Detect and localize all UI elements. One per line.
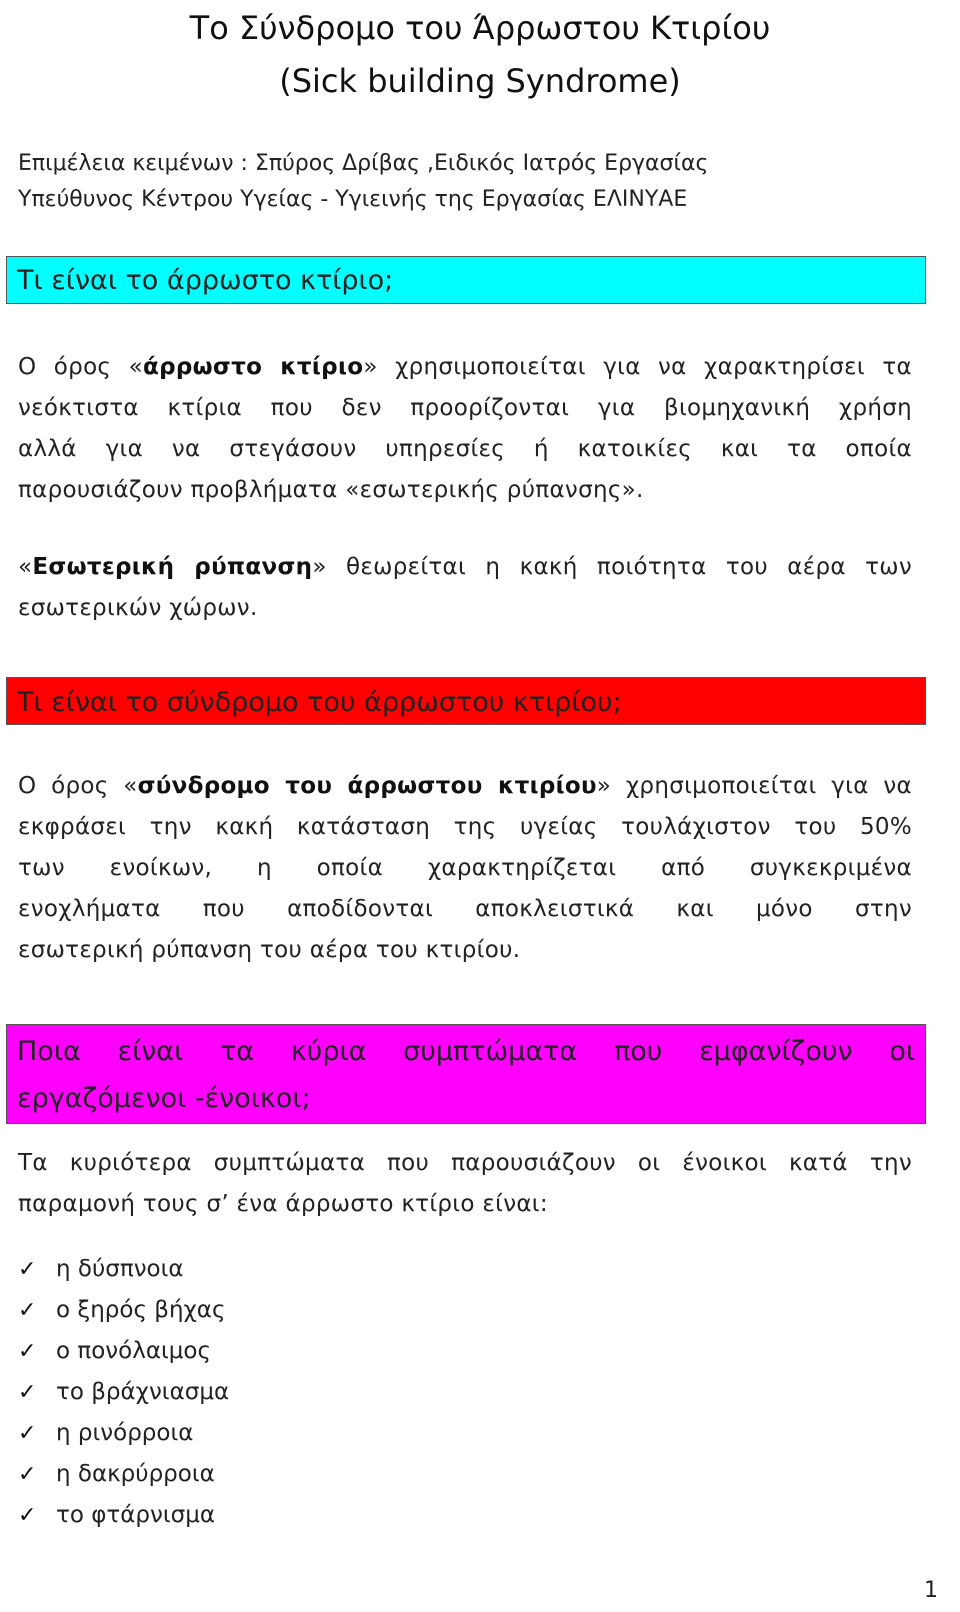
- text-run: Ο όρος «: [18, 354, 143, 380]
- section-heading-sick-building: [6, 256, 926, 304]
- checkmark-icon: ✓: [18, 1380, 37, 1405]
- section-heading-syndrome: [6, 677, 926, 725]
- checkmark-icon: ✓: [18, 1503, 37, 1528]
- list-item: [18, 1372, 229, 1413]
- byline: [18, 146, 708, 218]
- title-line-2: (Sick building Syndrome): [279, 62, 681, 100]
- text-line: ενοχλήματα που αποδίδονται αποκλειστικά και μόνο στην: [18, 896, 912, 922]
- section-heading-text: εργαζόμενοι -ένοικοι;: [17, 1083, 311, 1114]
- list-item: [18, 1495, 229, 1536]
- section-heading-text: Ποια είναι τα κύρια συμπτώματα που εμφανίζουν οι: [17, 1036, 915, 1067]
- paragraph-sick-building-definition: [18, 347, 912, 511]
- symptom-label: η δακρύρροια: [56, 1461, 215, 1487]
- checkmark-icon: ✓: [18, 1257, 37, 1282]
- paragraph-symptoms-intro: [18, 1143, 912, 1225]
- symptom-label: ο ξηρός βήχας: [56, 1297, 226, 1323]
- text-line: παρουσιάζουν προβλήματα «εσωτερικής ρύπανσης».: [18, 477, 644, 503]
- byline-editor: Επιμέλεια κειμένων : Σπύρος Δρίβας ,Ειδικός Ιατρός Εργασίας: [18, 151, 709, 176]
- text-line: εσωτερική ρύπανση του αέρα του κτιρίου.: [18, 937, 521, 963]
- section-heading-symptoms: [6, 1024, 926, 1124]
- text-line: νεόκτιστα κτίρια που δεν προορίζονται για βιομηχανική χρήση: [18, 395, 912, 421]
- text-run: Ο όρος «: [18, 773, 138, 799]
- list-item: [18, 1331, 229, 1372]
- list-item: [18, 1454, 229, 1495]
- symptoms-checklist: [18, 1249, 229, 1536]
- section-heading-text: Τι είναι το σύνδρομο του άρρωστου κτιρίου;: [17, 687, 622, 718]
- section-heading-text: Τι είναι το άρρωστο κτίριο;: [17, 265, 394, 296]
- symptom-label: το βράχνιασμα: [56, 1379, 230, 1405]
- checkmark-icon: ✓: [18, 1421, 37, 1446]
- paragraph-indoor-pollution: [18, 547, 912, 629]
- text-line: [18, 766, 912, 807]
- checkmark-icon: ✓: [18, 1298, 37, 1323]
- byline-organization: Υπεύθυνος Κέντρου Υγείας - Υγιεινής της Εργασίας ΕΛΙΝΥΑΕ: [18, 187, 688, 212]
- text-line: των ενοίκων, η οποία χαρακτηρίζεται από συγκεκριμένα: [18, 855, 912, 881]
- list-item: [18, 1249, 229, 1290]
- checkmark-icon: ✓: [18, 1462, 37, 1487]
- text-line: Τα κυριότερα συμπτώματα που παρουσιάζουν οι ένοικοι κατά την: [18, 1150, 912, 1176]
- text-run: » χρησιμοποιείται για να: [596, 773, 912, 799]
- text-line: εκφράσει την κακή κατάσταση της υγείας τουλάχιστον του 50%: [18, 814, 912, 840]
- text-line: αλλά για να στεγάσουν υπηρεσίες ή κατοικίες και τα οποία: [18, 436, 912, 462]
- bold-term: άρρωστο κτίριο: [143, 354, 364, 380]
- paragraph-syndrome-definition: [18, 766, 912, 971]
- text-line: εσωτερικών χώρων.: [18, 595, 258, 621]
- text-line: [18, 547, 912, 588]
- symptom-label: η δύσπνοια: [56, 1256, 184, 1282]
- page-number: 1: [924, 1578, 938, 1603]
- bold-term: Εσωτερική ρύπανση: [32, 554, 313, 580]
- document-title: [0, 2, 960, 108]
- checkmark-icon: ✓: [18, 1339, 37, 1364]
- symptom-label: το φτάρνισμα: [56, 1502, 216, 1528]
- text-run: » χρησιμοποιείται για να χαρακτηρίσει τα: [363, 354, 912, 380]
- text-run: «: [18, 554, 33, 580]
- symptom-label: η ρινόρροια: [56, 1420, 194, 1446]
- list-item: [18, 1290, 229, 1331]
- text-line: [18, 347, 912, 388]
- list-item: [18, 1413, 229, 1454]
- symptom-label: ο πονόλαιμος: [56, 1338, 211, 1364]
- bold-term: σύνδρομο του άρρωστου κτιρίου: [137, 773, 597, 799]
- text-run: » θεωρείται η κακή ποιότητα του αέρα των: [312, 554, 912, 580]
- text-line: παραμονή τους σ’ ένα άρρωστο κτίριο είναι:: [18, 1191, 548, 1217]
- title-line-1: Το Σύνδρομο του Άρρωστου Κτιρίου: [189, 9, 771, 47]
